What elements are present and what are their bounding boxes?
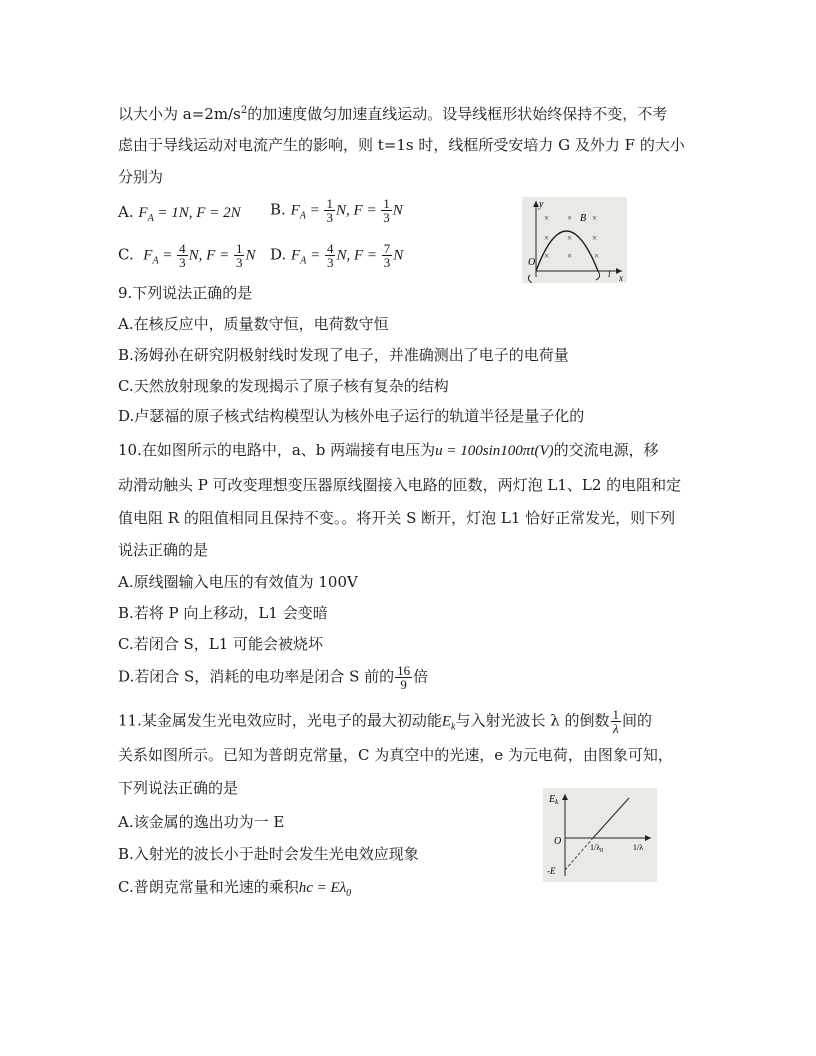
q8-fig-l: l [608, 269, 611, 279]
q8-fig-b: B [580, 213, 587, 224]
q8-line2: 虑由于导线运动对电流产生的影响，则 t=1s 时，线框所受安培力 G 及外力 F 的大小 [118, 136, 685, 154]
svg-text:×: × [594, 251, 600, 261]
svg-text:×: × [592, 233, 598, 243]
q8-fig-o: O [528, 257, 536, 268]
q8-figure-svg [522, 197, 627, 283]
q10-line4: 说法正确的是 [118, 541, 209, 559]
q11-fig-x1: 1/λ [633, 843, 644, 852]
q8-fig-x: x [619, 273, 623, 283]
q11-fig-o: O [554, 836, 562, 847]
q9-option-a: A.在核反应中，质量数守恒，电荷数守恒 [118, 315, 389, 333]
q11-option-a: A.该金属的逸出功为一 E [118, 813, 285, 831]
q11-line1: 11.某金属发生光电效应时，光电子的最大初动能$E_k$与入射光波长 λ 的倒数 $\frac{1}{\lambda}$ 间的 [118, 707, 653, 736]
q11-option-b: B.入射光的波长小于赴时会发生光电效应现象 [118, 845, 419, 863]
q11-figure [543, 788, 657, 882]
svg-text:×: × [544, 251, 550, 261]
q10-option-a: A.原线圈输入电压的有效值为 100V [118, 573, 358, 591]
q11-figure-svg [543, 788, 657, 882]
svg-text:×: × [567, 251, 573, 261]
q8-option-d: D. $F_A$ = $\frac{4}{3}$ N, F = $\frac{7}{3}$ N [270, 241, 404, 270]
svg-text:×: × [592, 213, 598, 223]
q10-line1: 10.在如图所示的电路中，a、b 两端接有电压为u = 100sin100πt(V)的交流电源，移 [118, 441, 659, 459]
q9-stem: 9.下列说法正确的是 [118, 284, 253, 302]
q10-line2: 动滑动触头 P 可改变理想变压器原线圈接入电路的匝数，两灯泡 L1、L2 的电阻和定 [118, 476, 682, 494]
q8-fig-y: y [539, 199, 544, 210]
q11-line2: 关系如图所示。已知为普朗克常量，C 为真空中的光速，e 为元电荷，由图象可知， [118, 746, 673, 764]
q8-option-a: A. $F_A = 1N$, F = 2N [118, 203, 241, 224]
q10-option-d: D.若闭合 S，消耗的电功率是闭合 S 前的 $\frac{16}{9}$ 倍 [118, 663, 429, 692]
q10-line3: 值电阻 R 的阻值相同且保持不变。。将开关 S 断开，灯泡 L1 恰好正常发光，则下列 [118, 509, 676, 527]
svg-text:×: × [567, 213, 573, 223]
svg-text:×: × [544, 213, 550, 223]
svg-text:×: × [544, 233, 550, 243]
q10-option-c: C.若闭合 S，L1 可能会被烧坏 [118, 635, 324, 653]
q8-option-b: B. $F_A$ = $\frac{1}{3}$ N, F = $\frac{1}{3}$ N [270, 196, 403, 225]
q8-option-c: C. $F_A$ = $\frac{4}{3}$ N, F = $\frac{1}{3}$ N [118, 241, 256, 270]
q8-figure [522, 197, 627, 283]
q11-fig-ek: $E_k$ [549, 794, 559, 806]
q11-fig-neg-e: -E [547, 866, 556, 876]
q11-graph-line [593, 798, 629, 838]
q9-option-d: D.卢瑟福的原子核式结构模型认为核外电子运行的轨道半径是量子化的 [118, 407, 585, 425]
q11-fig-x0: $1/\lambda_0$ [590, 843, 604, 854]
q9-option-b: B.汤姆孙在研究阴极射线时发现了电子，并准确测出了电子的电荷量 [118, 346, 569, 364]
svg-text:×: × [567, 233, 573, 243]
q11-option-c: C.普朗克常量和光速的乘积hc = $E\lambda_0$ [118, 878, 352, 899]
q9-option-c: C.天然放射现象的发现揭示了原子核有复杂的结构 [118, 377, 449, 395]
q8-line3: 分别为 [118, 168, 164, 186]
q10-option-b: B.若将 P 向上移动，L1 会变暗 [118, 604, 328, 622]
q11-line3: 下列说法正确的是 [118, 779, 239, 797]
q8-line1: 以大小为 $a=2m/s^2$的加速度做匀加速直线运动。设导线框形状始终保持不变，不考 [118, 105, 668, 123]
